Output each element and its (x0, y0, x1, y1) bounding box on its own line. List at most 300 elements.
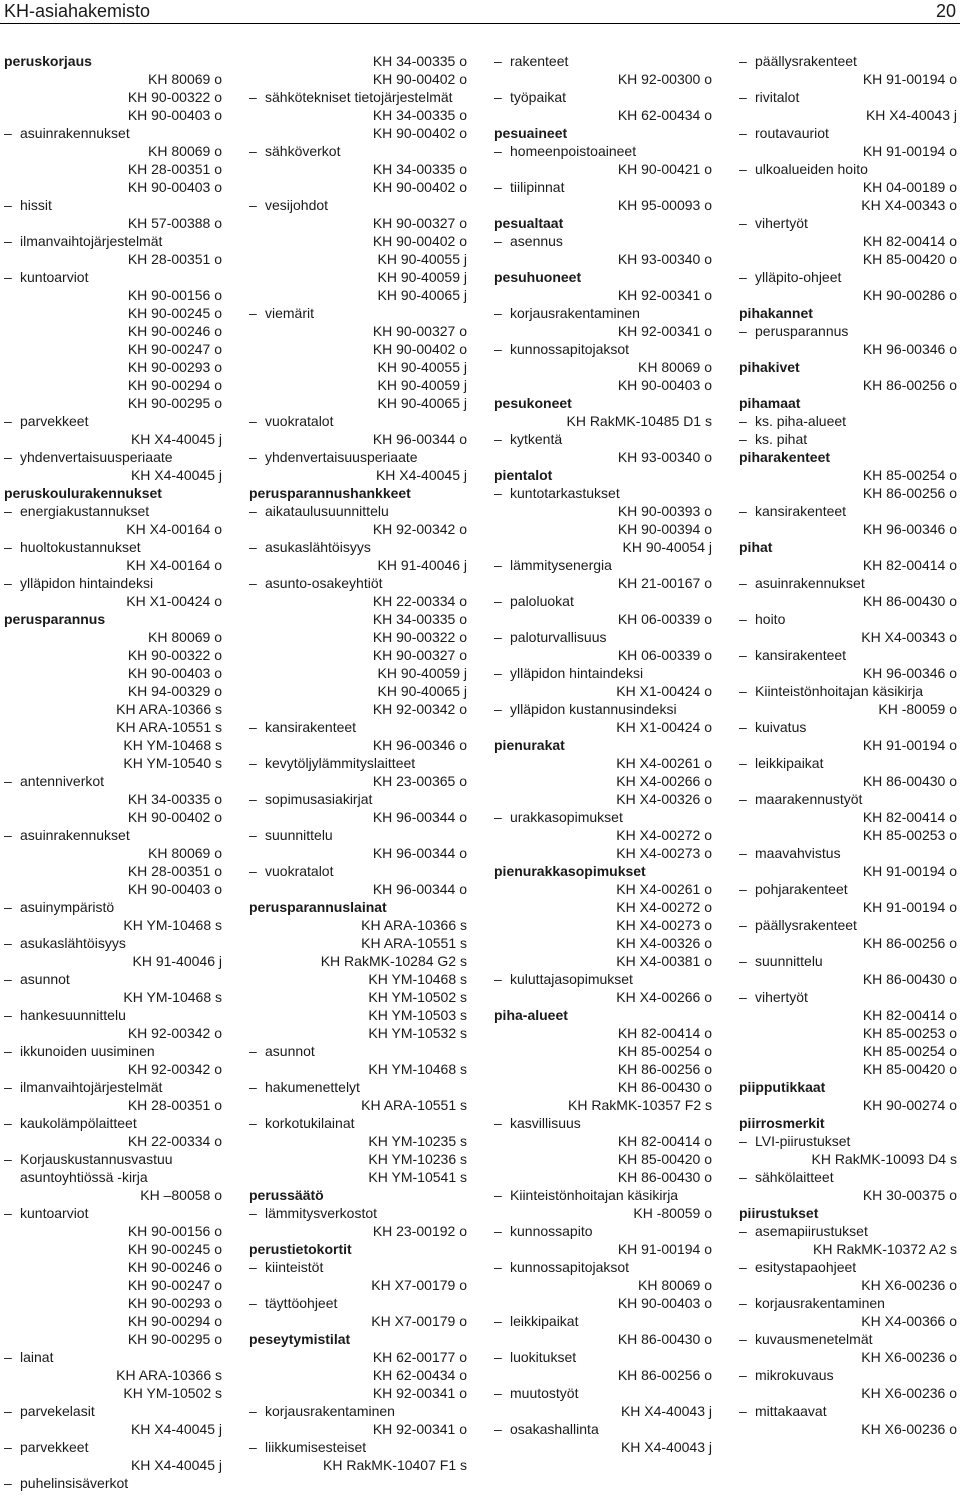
index-reference: KH X7-00179 o (371, 1277, 467, 1293)
index-reference: KH 90-00327 o (372, 215, 467, 231)
index-reference: KH 90-00403 o (617, 1295, 712, 1311)
index-reference: KH 92-00341 o (372, 1421, 467, 1437)
index-reference: KH 04-00189 o (862, 179, 957, 195)
index-reference: KH 86-00256 o (862, 935, 957, 951)
index-reference: KH 23-00192 o (372, 1223, 467, 1239)
index-reference: KH 91-40046 j (377, 557, 467, 573)
index-subentry: – leikkipaikat (739, 754, 957, 772)
index-subentry: – kasvillisuus (494, 1114, 712, 1132)
index-reference: KH 80069 o (638, 359, 712, 375)
index-reference: KH 91-00194 o (862, 737, 957, 753)
index-reference: KH 22-00334 o (127, 1133, 222, 1149)
index-reference: KH 34-00335 o (372, 53, 467, 69)
index-subentry: – päällysrakenteet (739, 52, 957, 70)
index-reference: KH 96-00346 o (862, 341, 957, 357)
index-subentry: – korkotukilainat (249, 1114, 467, 1132)
index-subentry: – aikataulusuunnittelu (249, 502, 467, 520)
index-subentry: – vuokratalot (249, 412, 467, 430)
index-reference: KH 34-00335 o (372, 611, 467, 627)
index-subentry: – parvekkeet (4, 1438, 222, 1456)
index-reference: KH 96-00344 o (372, 845, 467, 861)
index-reference: KH 22-00334 o (372, 593, 467, 609)
index-subentry: – asuinrakennukset (4, 124, 222, 142)
index-subentry: – paloturvallisuus (494, 628, 712, 646)
index-reference: KH 06-00339 o (617, 647, 712, 663)
index-reference: KH RakMK-10357 F2 s (568, 1097, 712, 1113)
index-subentry: – lämmitysenergia (494, 556, 712, 574)
page-number: 20 (935, 1, 956, 21)
index-reference: KH 90-00247 o (127, 341, 222, 357)
index-subentry: – energiakustannukset (4, 502, 222, 520)
index-reference: KH 34-00335 o (372, 107, 467, 123)
index-reference: KH X4-00272 o (616, 827, 712, 843)
index-subentry: – ylläpidon hintaindeksi (494, 664, 712, 682)
index-reference: KH 80069 o (148, 629, 222, 645)
index-subentry: – kunnossapitojaksot (494, 340, 712, 358)
index-subentry: – luokitukset (494, 1348, 712, 1366)
index-reference: KH X4-40045 j (130, 467, 222, 483)
index-reference: KH 34-00335 o (372, 161, 467, 177)
index-subentry: – asuinympäristö (4, 898, 222, 916)
index-reference: KH ARA-10366 s (361, 917, 467, 933)
index-reference: KH 90-00394 o (617, 521, 712, 537)
page-header (0, 0, 960, 24)
index-reference: KH YM-10540 s (123, 755, 222, 771)
index-subentry: – korjausrakentaminen (249, 1402, 467, 1420)
index-heading: pihakivet (739, 359, 800, 375)
index-subentry: – mikrokuvaus (739, 1366, 957, 1384)
index-reference: KH 90-00322 o (372, 629, 467, 645)
index-reference: KH 95-00093 o (617, 197, 712, 213)
index-reference: KH 90-00403 o (127, 881, 222, 897)
index-reference: KH 90-00286 o (862, 287, 957, 303)
index-heading: pesuhuoneet (494, 269, 582, 285)
index-reference: KH 90-00402 o (372, 179, 467, 195)
index-reference: KH 90-00403 o (127, 179, 222, 195)
index-subentry: – Korjauskustannusvastuu (4, 1150, 222, 1168)
index-reference: KH YM-10468 s (368, 1061, 467, 1077)
index-reference: KH 86-00256 o (862, 485, 957, 501)
index-reference: KH 91-00194 o (862, 71, 957, 87)
index-reference: KH YM-10468 s (368, 971, 467, 987)
index-reference: KH 85-00420 o (617, 1151, 712, 1167)
index-subentry: – perusparannus (739, 322, 957, 340)
index-reference: KH 90-40059 j (377, 665, 467, 681)
index-reference: KH 90-00295 o (127, 1331, 222, 1347)
index-subentry-continuation: asuntoyhtiössä -kirja (20, 1169, 148, 1185)
index-reference: KH YM-10503 s (368, 1007, 467, 1023)
index-reference: KH 94-00329 o (127, 683, 222, 699)
index-subentry: – pohjarakenteet (739, 880, 957, 898)
index-subentry: – asuinrakennukset (4, 826, 222, 844)
index-reference: KH 28-00351 o (127, 863, 222, 879)
index-heading: peruskorjaus (4, 53, 92, 69)
index-reference: KH 92-00341 o (372, 1385, 467, 1401)
index-reference: KH –80058 o (140, 1187, 222, 1203)
index-subentry: – tiilipinnat (494, 178, 712, 196)
index-reference: KH 90-00402 o (127, 809, 222, 825)
index-subentry: – antenniverkot (4, 772, 222, 790)
index-reference: KH 86-00430 o (617, 1079, 712, 1095)
index-subentry: – suunnittelu (739, 952, 957, 970)
index-heading: pientalot (494, 467, 553, 483)
index-reference: KH 90-40065 j (377, 395, 467, 411)
index-reference: KH ARA-10366 s (116, 701, 222, 717)
index-reference: KH YM-10541 s (368, 1169, 467, 1185)
index-heading: pienurakkasopimukset (494, 863, 646, 879)
index-reference: KH ARA-10551 s (361, 935, 467, 951)
index-heading: piirrosmerkit (739, 1115, 825, 1131)
index-subentry: – kansirakenteet (739, 502, 957, 520)
index-subentry: – kuvausmenetelmät (739, 1330, 957, 1348)
index-reference: KH 90-00294 o (127, 1313, 222, 1329)
index-subentry: – puhelinsisäverkot (4, 1474, 222, 1492)
index-reference: KH X4-00164 o (126, 557, 222, 573)
index-subentry: – ks. piha-alueet (739, 412, 957, 430)
index-subentry: – kunnossapito (494, 1222, 712, 1240)
index-reference: KH 90-00156 o (127, 287, 222, 303)
index-reference: KH 90-40059 j (377, 377, 467, 393)
index-reference: KH 91-00194 o (862, 143, 957, 159)
index-subentry: – kaukolämpölaitteet (4, 1114, 222, 1132)
index-heading: perusparannuslainat (249, 899, 387, 915)
index-reference: KH 91-00194 o (617, 1241, 712, 1257)
index-heading: pienurakat (494, 737, 565, 753)
index-reference: KH 91-00194 o (862, 899, 957, 915)
index-reference: KH 62-00434 o (372, 1367, 467, 1383)
index-subentry: – täyttöohjeet (249, 1294, 467, 1312)
index-reference: KH 92-00342 o (127, 1025, 222, 1041)
index-reference: KH 85-00253 o (862, 827, 957, 843)
index-subentry: – kuntotarkastukset (494, 484, 712, 502)
index-reference: KH 86-00256 o (862, 377, 957, 393)
index-reference: KH 86-00430 o (617, 1169, 712, 1185)
index-subentry: – asemapiirustukset (739, 1222, 957, 1240)
index-reference: KH 86-00430 o (617, 1331, 712, 1347)
index-reference: KH 90-00247 o (127, 1277, 222, 1293)
index-subentry: – kansirakenteet (249, 718, 467, 736)
index-subentry: – lainat (4, 1348, 222, 1366)
index-subentry: – hoito (739, 610, 957, 628)
index-reference: KH X4-00273 o (616, 845, 712, 861)
index-subentry: – asunnot (249, 1042, 467, 1060)
index-reference: KH 06-00339 o (617, 611, 712, 627)
index-reference: KH 90-00403 o (617, 377, 712, 393)
index-reference: KH X4-00261 o (616, 755, 712, 771)
index-subentry: – Kiinteistönhoitajan käsikirja (739, 682, 957, 700)
index-reference: KH X4-00326 o (616, 935, 712, 951)
index-reference: KH 90-00322 o (127, 89, 222, 105)
index-reference: KH X4-40043 j (865, 107, 957, 123)
index-subentry: – kuntoarviot (4, 268, 222, 286)
index-reference: KH 57-00388 o (127, 215, 222, 231)
index-reference: KH 90-40065 j (377, 683, 467, 699)
index-reference: KH 90-40055 j (377, 359, 467, 375)
index-reference: KH 90-00293 o (127, 359, 222, 375)
index-reference: KH 90-00295 o (127, 395, 222, 411)
index-subentry: – parvekelasit (4, 1402, 222, 1420)
index-reference: KH 92-00300 o (617, 71, 712, 87)
index-reference: KH X4-00266 o (616, 773, 712, 789)
index-reference: KH 90-00293 o (127, 1295, 222, 1311)
index-reference: KH X4-40045 j (130, 1457, 222, 1473)
index-reference: KH 90-00322 o (127, 647, 222, 663)
index-reference: KH X6-00236 o (861, 1385, 957, 1401)
index-subentry: – sähkötekniset tietojärjestelmät (249, 88, 467, 106)
index-reference: KH 85-00420 o (862, 1061, 957, 1077)
index-heading: perussäätö (249, 1187, 324, 1203)
index-subentry: – työpaikat (494, 88, 712, 106)
index-heading: pihakannet (739, 305, 813, 321)
index-subentry: – leikkipaikat (494, 1312, 712, 1330)
index-subentry: – ylläpidon kustannusindeksi (494, 700, 712, 718)
index-reference: KH X6-00236 o (861, 1277, 957, 1293)
index-reference: KH 92-00342 o (372, 521, 467, 537)
index-reference: KH -80059 o (633, 1205, 712, 1221)
index-reference: KH X4-40045 j (375, 467, 467, 483)
index-reference: KH ARA-10551 s (361, 1097, 467, 1113)
index-reference: KH 23-00365 o (372, 773, 467, 789)
index-heading: perustietokortit (249, 1241, 352, 1257)
index-reference: KH YM-10502 s (368, 989, 467, 1005)
index-reference: KH 85-00254 o (862, 467, 957, 483)
index-subentry: – paloluokat (494, 592, 712, 610)
index-subentry: – ikkunoiden uusiminen (4, 1042, 222, 1060)
index-reference: KH 93-00340 o (617, 251, 712, 267)
index-reference: KH X4-00273 o (616, 917, 712, 933)
index-reference: KH X4-40043 j (620, 1439, 712, 1455)
index-reference: KH 28-00351 o (127, 251, 222, 267)
index-subentry: – esitystapaohjeet (739, 1258, 957, 1276)
index-reference: KH X4-40043 j (620, 1403, 712, 1419)
index-heading: peruskoulurakennukset (4, 485, 162, 501)
index-subentry: – ulkoalueiden hoito (739, 160, 957, 178)
index-subentry: – parvekkeet (4, 412, 222, 430)
index-heading: pesualtaat (494, 215, 564, 231)
index-reference: KH 90-00327 o (372, 647, 467, 663)
index-reference: KH X4-00164 o (126, 521, 222, 537)
index-heading: piirustukset (739, 1205, 819, 1221)
index-reference: KH 90-40065 j (377, 287, 467, 303)
index-reference: KH 21-00167 o (617, 575, 712, 591)
index-reference: KH 62-00434 o (617, 107, 712, 123)
index-subentry: – päällysrakenteet (739, 916, 957, 934)
index-subentry: – asukaslähtöisyys (249, 538, 467, 556)
index-reference: KH X1-00424 o (616, 719, 712, 735)
index-reference: KH 96-00344 o (372, 881, 467, 897)
index-reference: KH 82-00414 o (617, 1025, 712, 1041)
index-reference: KH X4-00343 o (861, 629, 957, 645)
index-heading: pesukoneet (494, 395, 572, 411)
index-heading: pihat (739, 539, 773, 555)
index-reference: KH 90-00393 o (617, 503, 712, 519)
index-subentry: – kiinteistöt (249, 1258, 467, 1276)
index-subentry: – sopimusasiakirjat (249, 790, 467, 808)
index-subentry: – yhdenvertaisuusperiaate (249, 448, 467, 466)
index-reference: KH 90-00421 o (617, 161, 712, 177)
index-reference: KH 90-00246 o (127, 1259, 222, 1275)
index-heading: peseytymistilat (249, 1331, 351, 1347)
index-reference: KH 28-00351 o (127, 1097, 222, 1113)
index-subentry: – asunto-osakeyhtiöt (249, 574, 467, 592)
index-reference: KH RakMK-10372 A2 s (813, 1241, 957, 1257)
index-reference: KH YM-10468 s (123, 737, 222, 753)
index-subentry: – ylläpidon hintaindeksi (4, 574, 222, 592)
index-reference: KH 90-00402 o (372, 341, 467, 357)
index-reference: KH 90-00274 o (862, 1097, 957, 1113)
index-reference: KH 86-00430 o (862, 971, 957, 987)
index-reference: KH 28-00351 o (127, 161, 222, 177)
index-reference: KH X6-00236 o (861, 1349, 957, 1365)
index-subentry: – Kiinteistönhoitajan käsikirja (494, 1186, 712, 1204)
index-subentry: – korjausrakentaminen (494, 304, 712, 322)
index-reference: KH 82-00414 o (617, 1133, 712, 1149)
index-heading: piharakenteet (739, 449, 831, 465)
index-heading: piipputikkaat (739, 1079, 826, 1095)
index-subentry: – maarakennustyöt (739, 790, 957, 808)
index-subentry: – muutostyöt (494, 1384, 712, 1402)
index-subentry: – ylläpito-ohjeet (739, 268, 957, 286)
index-reference: KH 90-00402 o (372, 71, 467, 87)
index-subentry: – kytkentä (494, 430, 712, 448)
index-subentry: – ilmanvaihtojärjestelmät (4, 232, 222, 250)
index-reference: KH X4-40045 j (130, 431, 222, 447)
index-reference: KH -80059 o (878, 701, 957, 717)
index-subentry: – yhdenvertaisuusperiaate (4, 448, 222, 466)
index-subentry: – suunnittelu (249, 826, 467, 844)
index-heading: perusparannushankkeet (249, 485, 411, 501)
index-reference: KH 80069 o (148, 71, 222, 87)
index-reference: KH 91-40046 j (132, 953, 222, 969)
index-reference: KH 85-00254 o (617, 1043, 712, 1059)
index-subentry: – sähkölaitteet (739, 1168, 957, 1186)
index-column-1 (4, 52, 222, 1492)
index-reference: KH 90-00402 o (372, 125, 467, 141)
index-subentry: – ks. pihat (739, 430, 957, 448)
index-subentry: – rakenteet (494, 52, 712, 70)
page-title: KH-asiahakemisto (4, 1, 151, 21)
index-reference: KH X6-00236 o (861, 1421, 957, 1437)
index-reference: KH 86-00430 o (862, 773, 957, 789)
index-column-3 (494, 52, 712, 1456)
index-heading: pesuaineet (494, 125, 568, 141)
index-reference: KH X4-40045 j (130, 1421, 222, 1437)
index-reference: KH X4-00381 o (616, 953, 712, 969)
index-reference: KH 96-00346 o (372, 737, 467, 753)
index-reference: KH 90-00246 o (127, 323, 222, 339)
index-reference: KH YM-10236 s (368, 1151, 467, 1167)
index-reference: KH 90-40059 j (377, 269, 467, 285)
index-reference: KH 82-00414 o (862, 1007, 957, 1023)
index-subentry: – mittakaavat (739, 1402, 957, 1420)
index-subentry: – kansirakenteet (739, 646, 957, 664)
index-subentry: – hakumenettelyt (249, 1078, 467, 1096)
index-reference: KH 85-00254 o (862, 1043, 957, 1059)
index-subentry: – maavahvistus (739, 844, 957, 862)
index-reference: KH X4-00326 o (616, 791, 712, 807)
index-reference: KH RakMK-10093 D4 s (811, 1151, 957, 1167)
index-reference: KH X4-00366 o (861, 1313, 957, 1329)
index-subentry: – liikkumisesteiset (249, 1438, 467, 1456)
index-reference: KH 96-00346 o (862, 521, 957, 537)
index-reference: KH 96-00346 o (862, 665, 957, 681)
index-subentry: – huoltokustannukset (4, 538, 222, 556)
index-reference: KH 85-00420 o (862, 251, 957, 267)
index-heading: perusparannus (4, 611, 106, 627)
index-subentry: – sähköverkot (249, 142, 467, 160)
index-subentry: – kevytöljylämmityslaitteet (249, 754, 467, 772)
index-subentry: – asukaslähtöisyys (4, 934, 222, 952)
index-reference: KH 34-00335 o (127, 791, 222, 807)
index-reference: KH RakMK-10407 F1 s (323, 1457, 467, 1473)
index-reference: KH 91-00194 o (862, 863, 957, 879)
index-column-4 (739, 52, 957, 1438)
index-reference: KH 90-00156 o (127, 1223, 222, 1239)
index-reference: KH 92-00342 o (127, 1061, 222, 1077)
index-reference: KH 62-00177 o (372, 1349, 467, 1365)
index-reference: KH 90-40054 j (622, 539, 712, 555)
index-reference: KH X4-00261 o (616, 881, 712, 897)
index-subentry: – kunnossapitojaksot (494, 1258, 712, 1276)
index-reference: KH 80069 o (148, 845, 222, 861)
index-reference: KH 82-00414 o (862, 557, 957, 573)
index-subentry: – kuluttajasopimukset (494, 970, 712, 988)
index-reference: KH X1-00424 o (616, 683, 712, 699)
index-reference: KH X4-00343 o (861, 197, 957, 213)
index-subentry: – vesijohdot (249, 196, 467, 214)
index-reference: KH ARA-10366 s (116, 1367, 222, 1383)
index-reference: KH 92-00342 o (372, 701, 467, 717)
index-reference: KH X7-00179 o (371, 1313, 467, 1329)
index-subentry: – hissit (4, 196, 222, 214)
index-subentry: – vihertyöt (739, 988, 957, 1006)
index-reference: KH X4-00266 o (616, 989, 712, 1005)
index-reference: KH 90-00403 o (127, 107, 222, 123)
index-subentry: – lämmitysverkostot (249, 1204, 467, 1222)
index-subentry: – asunnot (4, 970, 222, 988)
index-reference: KH 90-00294 o (127, 377, 222, 393)
index-reference: KH 96-00344 o (372, 431, 467, 447)
index-reference: KH 93-00340 o (617, 449, 712, 465)
index-reference: KH 86-00430 o (862, 593, 957, 609)
index-reference: KH 90-00403 o (127, 665, 222, 681)
index-reference: KH 96-00344 o (372, 809, 467, 825)
index-reference: KH 92-00341 o (617, 287, 712, 303)
index-reference: KH 86-00256 o (617, 1367, 712, 1383)
index-reference: KH YM-10468 s (123, 917, 222, 933)
index-reference: KH 30-00375 o (862, 1187, 957, 1203)
index-reference: KH 85-00253 o (862, 1025, 957, 1041)
index-reference: KH 90-00245 o (127, 305, 222, 321)
index-reference: KH 82-00414 o (862, 809, 957, 825)
index-reference: KH 92-00341 o (617, 323, 712, 339)
index-reference: KH RakMK-10284 G2 s (320, 953, 467, 969)
index-subentry: – asuinrakennukset (739, 574, 957, 592)
index-subentry: – osakashallinta (494, 1420, 712, 1438)
index-subentry: – kuivatus (739, 718, 957, 736)
index-subentry: – homeenpoistoaineet (494, 142, 712, 160)
index-subentry: – asennus (494, 232, 712, 250)
index-subentry: – kuntoarviot (4, 1204, 222, 1222)
index-reference: KH YM-10502 s (123, 1385, 222, 1401)
index-reference: KH 86-00256 o (617, 1061, 712, 1077)
index-subentry: – korjausrakentaminen (739, 1294, 957, 1312)
index-heading: pihamaat (739, 395, 801, 411)
index-subentry: – ilmanvaihtojärjestelmät (4, 1078, 222, 1096)
index-heading: piha-alueet (494, 1007, 568, 1023)
index-reference: KH YM-10235 s (368, 1133, 467, 1149)
index-reference: KH 90-00327 o (372, 323, 467, 339)
